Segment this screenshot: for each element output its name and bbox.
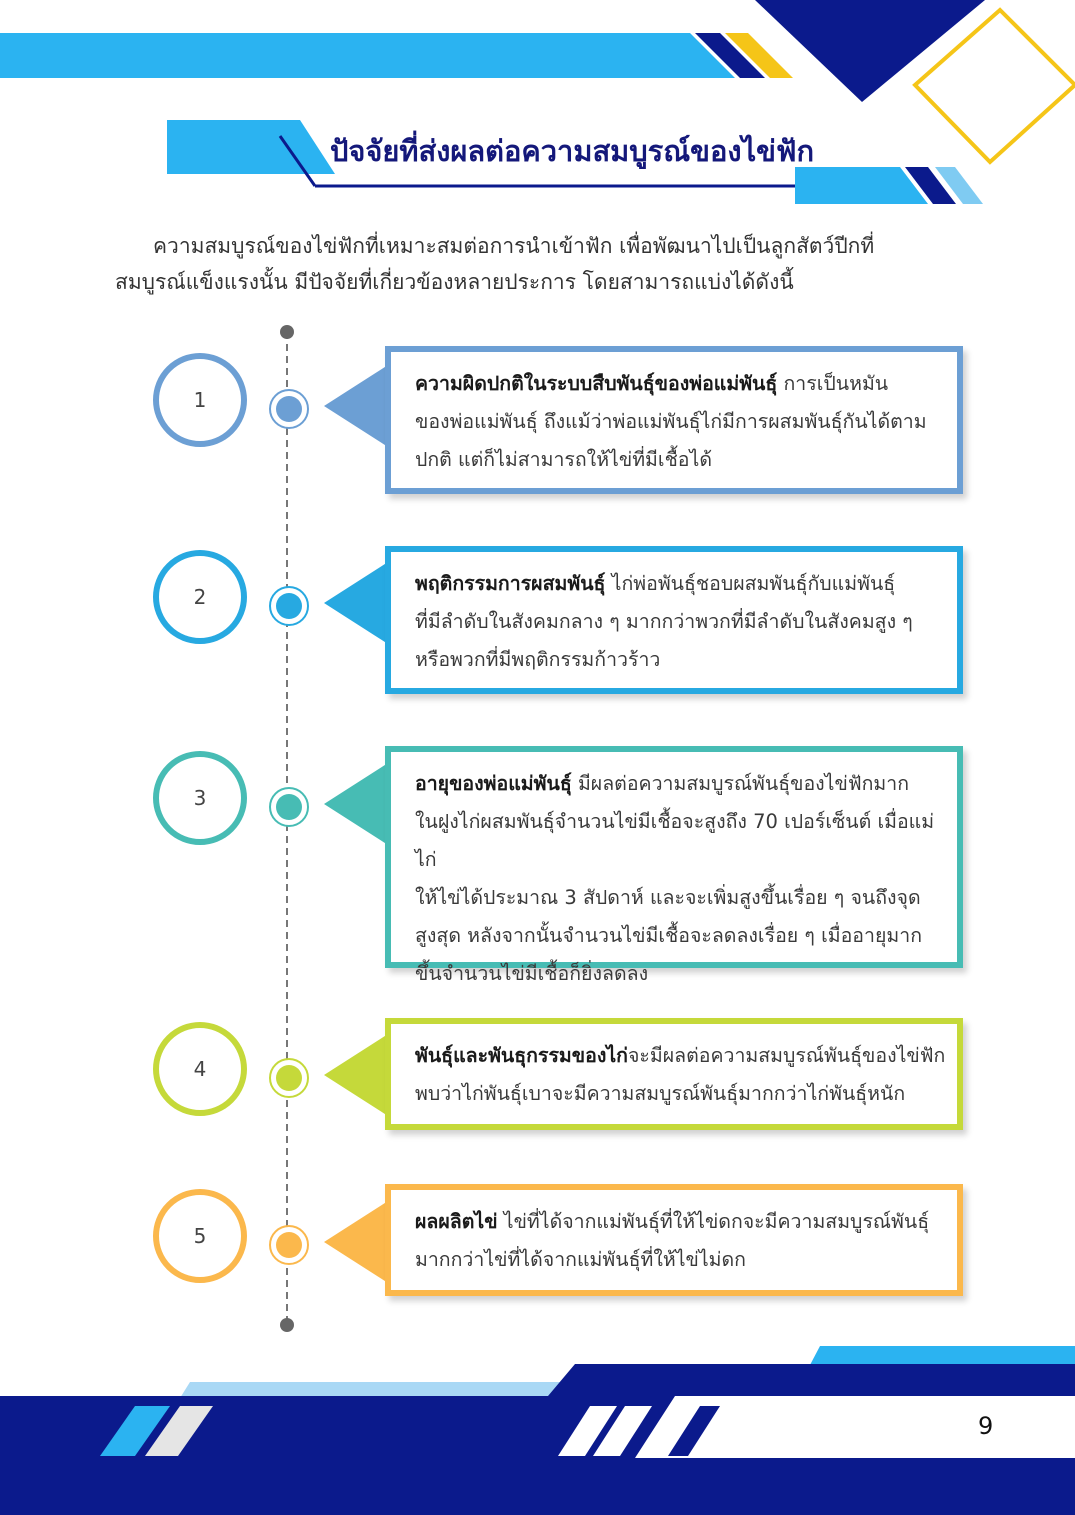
factor-heading-5: ผลผลิตไข่: [415, 1210, 498, 1233]
factor-heading-1: ความผิดปกติในระบบสืบพันธุ์ของพ่อแม่พันธุ์: [415, 372, 778, 395]
factor-line: ในฝูงไก่ผสมพันธุ์จำนวนไข่มีเชื้อจะสูงถึง 70 เปอร์เซ็นต์ เมื่อแม่ไก่: [415, 810, 935, 871]
factor-line: มากกว่าไข่ที่ได้จากแม่พันธุ์ที่ให้ไข่ไม่ดก: [415, 1248, 746, 1271]
factor-line: ของพ่อแม่พันธุ์ ถึงแม้ว่าพ่อแม่พันธุ์ไก่มีการผสมพันธุ์กันได้ตาม: [415, 410, 927, 433]
factor-line: ที่มีลำดับในสังคมกลาง ๆ มากกว่าพวกที่มีลำดับในสังคมสูง ๆ: [415, 610, 913, 633]
factor-line: ปกติ แต่ก็ไม่สามารถให้ไข่ที่มีเชื้อได้: [415, 448, 712, 471]
step-circle-3: [153, 751, 247, 845]
step-circle-4: [153, 1022, 247, 1116]
pointer-arrow-4: [324, 1034, 388, 1116]
factor-box-1: [385, 346, 963, 494]
step-circle-1: [153, 353, 247, 447]
timeline-node-3: [269, 787, 309, 827]
factor-box-3: [385, 746, 963, 985]
pointer-arrow-3: [324, 763, 388, 845]
factor-box-4: [385, 1018, 963, 1130]
factor-line: ไข่ที่ได้จากแม่พันธุ์ที่ให้ไข่ดกจะมีความสมบูรณ์พันธุ์: [503, 1210, 930, 1233]
step-number-2: 2: [193, 585, 207, 609]
step-circle-5: [153, 1189, 247, 1283]
timeline-node-4: [269, 1058, 309, 1098]
timeline-node-2: [269, 586, 309, 626]
pointer-arrow-1: [324, 365, 388, 447]
page-number: 9: [978, 1412, 994, 1440]
pointer-arrow-5: [324, 1201, 388, 1283]
factor-line: ขึ้นจำนวนไข่มีเชื้อก็ยิ่งลดลง: [415, 962, 649, 985]
factor-line: มีผลต่อความสมบูรณ์พันธุ์ของไข่ฟักมาก: [577, 772, 910, 795]
timeline-node-5: [269, 1225, 309, 1265]
bottom-decoration: [0, 1340, 1075, 1515]
factor-heading-2: พฤติกรรมการผสมพันธุ์: [415, 572, 606, 595]
factor-line: ไก่พ่อพันธุ์ชอบผสมพันธุ์กับแม่พันธุ์: [611, 572, 896, 595]
intro-line-1: ความสมบูรณ์ของไข่ฟักที่เหมาะสมต่อการนำเข้าฟัก เพื่อพัฒนาไปเป็นลูกสัตว์ปีกที่: [153, 234, 875, 258]
timeline-line: [270, 320, 310, 1340]
factor-line: การเป็นหมัน: [783, 372, 889, 395]
step-number-4: 4: [193, 1057, 207, 1081]
factor-line: หรือพวกที่มีพฤติกรรมก้าวร้าว: [415, 648, 661, 671]
factor-line: สูงสุด หลังจากนั้นจำนวนไข่มีเชื้อจะลดลงเรื่อย ๆ เมื่ออายุมาก: [415, 924, 922, 947]
step-number-1: 1: [193, 388, 207, 412]
factor-heading-4: พันธุ์และพันธุกรรมของไก่: [415, 1044, 628, 1067]
factor-heading-3: อายุของพ่อแม่พันธุ์: [415, 772, 572, 795]
factor-line: ให้ไข่ได้ประมาณ 3 สัปดาห์ และจะเพิ่มสูงขึ้นเรื่อย ๆ จนถึงจุด: [415, 886, 921, 909]
factor-box-5: [385, 1184, 963, 1296]
factor-box-2: [385, 546, 963, 694]
step-number-3: 3: [193, 786, 207, 810]
timeline-node-1: [269, 389, 309, 429]
intro-line-2: สมบูรณ์แข็งแรงนั้น มีปัจจัยที่เกี่ยวข้องหลายประการ โดยสามารถแบ่งได้ดังนี้: [115, 270, 794, 294]
page-title: ปัจจัยที่ส่งผลต่อความสมบูรณ์ของไข่ฟัก: [330, 134, 815, 168]
pointer-arrow-2: [324, 562, 388, 644]
step-circle-2: [153, 550, 247, 644]
step-number-5: 5: [193, 1224, 207, 1248]
factor-line: พบว่าไก่พันธุ์เบาจะมีความสมบูรณ์พันธุ์มากกว่าไก่พันธุ์หนัก: [415, 1082, 906, 1105]
factor-line: จะมีผลต่อความสมบูรณ์พันธุ์ของไข่ฟัก: [627, 1044, 946, 1067]
